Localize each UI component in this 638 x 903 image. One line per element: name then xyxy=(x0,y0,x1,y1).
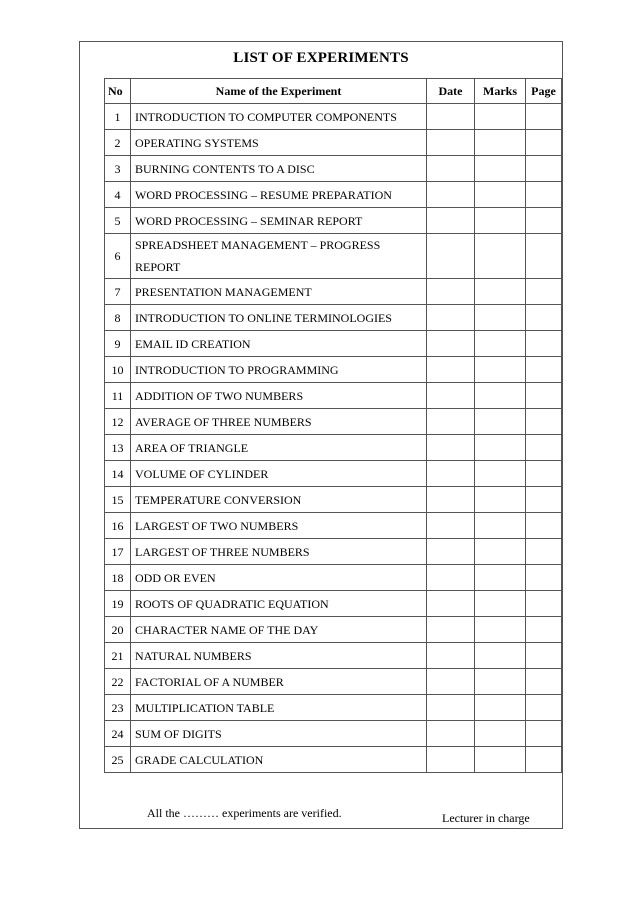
cell-date xyxy=(427,409,475,435)
cell-experiment-name: NATURAL NUMBERS xyxy=(131,643,427,669)
table-header-row xyxy=(105,79,562,104)
experiments-table xyxy=(104,78,562,773)
cell-marks xyxy=(475,383,526,409)
cell-experiment-name: LARGEST OF TWO NUMBERS xyxy=(131,513,427,539)
cell-experiment-name: SPREADSHEET MANAGEMENT – PROGRESS REPORT xyxy=(131,234,427,279)
cell-marks xyxy=(475,156,526,182)
cell-experiment-name: INTRODUCTION TO COMPUTER COMPONENTS xyxy=(131,104,427,130)
cell-page xyxy=(526,234,562,279)
table-row xyxy=(105,643,562,669)
cell-date xyxy=(427,487,475,513)
cell-date xyxy=(427,617,475,643)
cell-number: 2 xyxy=(105,130,131,156)
cell-number: 17 xyxy=(105,539,131,565)
cell-number: 11 xyxy=(105,383,131,409)
table-row xyxy=(105,747,562,773)
column-header-name: Name of the Experiment xyxy=(131,79,427,104)
cell-experiment-name: CHARACTER NAME OF THE DAY xyxy=(131,617,427,643)
cell-date xyxy=(427,461,475,487)
cell-experiment-name: LARGEST OF THREE NUMBERS xyxy=(131,539,427,565)
cell-page xyxy=(526,539,562,565)
cell-number: 14 xyxy=(105,461,131,487)
table-row xyxy=(105,357,562,383)
cell-date xyxy=(427,383,475,409)
cell-page xyxy=(526,156,562,182)
cell-marks xyxy=(475,539,526,565)
cell-number: 19 xyxy=(105,591,131,617)
table-row xyxy=(105,305,562,331)
cell-marks xyxy=(475,331,526,357)
cell-experiment-name: VOLUME OF CYLINDER xyxy=(131,461,427,487)
cell-page xyxy=(526,695,562,721)
cell-date xyxy=(427,357,475,383)
page-title: LIST OF EXPERIMENTS xyxy=(233,50,409,66)
cell-date xyxy=(427,591,475,617)
cell-date xyxy=(427,104,475,130)
cell-number: 6 xyxy=(105,234,131,279)
cell-page xyxy=(526,182,562,208)
cell-number: 15 xyxy=(105,487,131,513)
cell-experiment-name: SUM OF DIGITS xyxy=(131,721,427,747)
cell-marks xyxy=(475,104,526,130)
cell-marks xyxy=(475,279,526,305)
cell-number: 1 xyxy=(105,104,131,130)
column-header-marks: Marks xyxy=(475,79,526,104)
table-row xyxy=(105,513,562,539)
cell-page xyxy=(526,747,562,773)
cell-page xyxy=(526,669,562,695)
cell-page xyxy=(526,565,562,591)
cell-date xyxy=(427,513,475,539)
cell-number: 8 xyxy=(105,305,131,331)
cell-date xyxy=(427,182,475,208)
cell-marks xyxy=(475,461,526,487)
cell-date xyxy=(427,695,475,721)
cell-experiment-name: INTRODUCTION TO ONLINE TERMINOLOGIES xyxy=(131,305,427,331)
cell-date xyxy=(427,539,475,565)
cell-page xyxy=(526,721,562,747)
table-row xyxy=(105,591,562,617)
cell-marks xyxy=(475,513,526,539)
column-header-no: No xyxy=(105,79,131,104)
cell-number: 7 xyxy=(105,279,131,305)
cell-marks xyxy=(475,208,526,234)
cell-number: 10 xyxy=(105,357,131,383)
cell-page xyxy=(526,461,562,487)
signature-label: Lecturer in charge xyxy=(442,811,530,825)
table-row xyxy=(105,208,562,234)
cell-page xyxy=(526,104,562,130)
cell-number: 21 xyxy=(105,643,131,669)
cell-number: 5 xyxy=(105,208,131,234)
cell-page xyxy=(526,357,562,383)
cell-page xyxy=(526,305,562,331)
table-row xyxy=(105,539,562,565)
table-row xyxy=(105,461,562,487)
cell-marks xyxy=(475,435,526,461)
table-row xyxy=(105,617,562,643)
table-row xyxy=(105,669,562,695)
cell-experiment-name: BURNING CONTENTS TO A DISC xyxy=(131,156,427,182)
cell-page xyxy=(526,487,562,513)
cell-number: 25 xyxy=(105,747,131,773)
cell-experiment-name: INTRODUCTION TO PROGRAMMING xyxy=(131,357,427,383)
cell-experiment-name: AVERAGE OF THREE NUMBERS xyxy=(131,409,427,435)
cell-experiment-name: ADDITION OF TWO NUMBERS xyxy=(131,383,427,409)
table-row xyxy=(105,435,562,461)
cell-number: 24 xyxy=(105,721,131,747)
experiments-table-body xyxy=(105,104,562,773)
cell-page xyxy=(526,643,562,669)
column-header-page: Page xyxy=(526,79,562,104)
cell-page xyxy=(526,130,562,156)
table-row xyxy=(105,409,562,435)
verification-statement: All the ……… experiments are verified. xyxy=(147,806,342,820)
cell-marks xyxy=(475,409,526,435)
cell-date xyxy=(427,234,475,279)
cell-page xyxy=(526,513,562,539)
cell-date xyxy=(427,669,475,695)
cell-marks xyxy=(475,695,526,721)
cell-date xyxy=(427,305,475,331)
cell-number: 23 xyxy=(105,695,131,721)
table-row xyxy=(105,721,562,747)
cell-marks xyxy=(475,305,526,331)
table-row xyxy=(105,383,562,409)
column-header-date: Date xyxy=(427,79,475,104)
cell-date xyxy=(427,130,475,156)
table-row xyxy=(105,331,562,357)
cell-experiment-name: GRADE CALCULATION xyxy=(131,747,427,773)
table-row xyxy=(105,130,562,156)
cell-experiment-name: OPERATING SYSTEMS xyxy=(131,130,427,156)
cell-date xyxy=(427,208,475,234)
table-row xyxy=(105,104,562,130)
cell-experiment-name: MULTIPLICATION TABLE xyxy=(131,695,427,721)
cell-number: 18 xyxy=(105,565,131,591)
cell-date xyxy=(427,643,475,669)
cell-date xyxy=(427,331,475,357)
cell-marks xyxy=(475,747,526,773)
table-row xyxy=(105,565,562,591)
cell-marks xyxy=(475,721,526,747)
table-row xyxy=(105,182,562,208)
cell-number: 3 xyxy=(105,156,131,182)
cell-date xyxy=(427,279,475,305)
cell-experiment-name: TEMPERATURE CONVERSION xyxy=(131,487,427,513)
cell-experiment-name: PRESENTATION MANAGEMENT xyxy=(131,279,427,305)
cell-marks xyxy=(475,234,526,279)
cell-marks xyxy=(475,487,526,513)
table-row xyxy=(105,279,562,305)
cell-page xyxy=(526,279,562,305)
cell-number: 4 xyxy=(105,182,131,208)
cell-page xyxy=(526,208,562,234)
cell-page xyxy=(526,591,562,617)
table-row xyxy=(105,156,562,182)
table-row xyxy=(105,234,562,279)
cell-date xyxy=(427,565,475,591)
cell-date xyxy=(427,156,475,182)
page-frame xyxy=(79,41,563,829)
cell-marks xyxy=(475,357,526,383)
cell-number: 13 xyxy=(105,435,131,461)
cell-experiment-name: ODD OR EVEN xyxy=(131,565,427,591)
cell-number: 20 xyxy=(105,617,131,643)
cell-page xyxy=(526,331,562,357)
cell-marks xyxy=(475,591,526,617)
cell-page xyxy=(526,409,562,435)
cell-marks xyxy=(475,565,526,591)
cell-number: 22 xyxy=(105,669,131,695)
cell-experiment-name: FACTORIAL OF A NUMBER xyxy=(131,669,427,695)
cell-experiment-name: WORD PROCESSING – SEMINAR REPORT xyxy=(131,208,427,234)
cell-marks xyxy=(475,643,526,669)
cell-marks xyxy=(475,130,526,156)
cell-experiment-name: AREA OF TRIANGLE xyxy=(131,435,427,461)
cell-date xyxy=(427,747,475,773)
cell-date xyxy=(427,435,475,461)
cell-experiment-name: WORD PROCESSING – RESUME PREPARATION xyxy=(131,182,427,208)
table-row xyxy=(105,695,562,721)
cell-page xyxy=(526,435,562,461)
cell-experiment-name: EMAIL ID CREATION xyxy=(131,331,427,357)
cell-number: 16 xyxy=(105,513,131,539)
cell-page xyxy=(526,617,562,643)
table-row xyxy=(105,487,562,513)
cell-experiment-name: ROOTS OF QUADRATIC EQUATION xyxy=(131,591,427,617)
cell-number: 12 xyxy=(105,409,131,435)
cell-marks xyxy=(475,669,526,695)
cell-number: 9 xyxy=(105,331,131,357)
cell-marks xyxy=(475,182,526,208)
cell-date xyxy=(427,721,475,747)
cell-marks xyxy=(475,617,526,643)
cell-page xyxy=(526,383,562,409)
